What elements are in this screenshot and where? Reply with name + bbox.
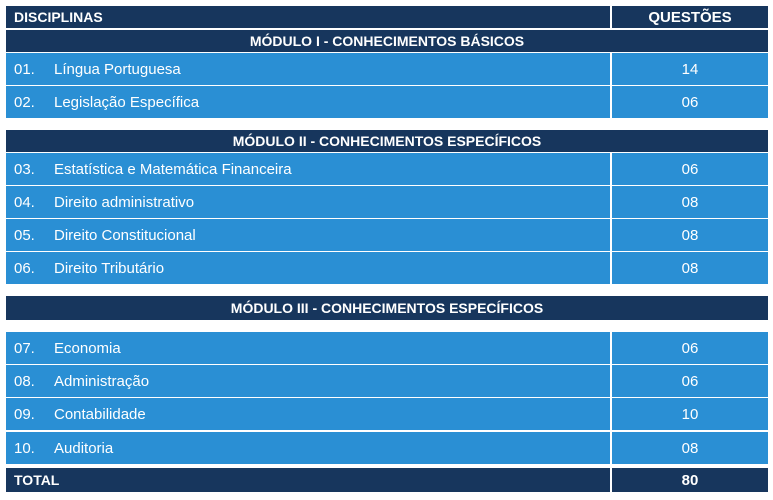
- item-number: 04.: [14, 193, 35, 211]
- table-row: [6, 219, 768, 251]
- item-name: Legislação Específica: [54, 93, 200, 111]
- table-row: [6, 332, 768, 364]
- total-label: TOTAL: [6, 468, 610, 492]
- module-title-row: [6, 130, 768, 152]
- item-number: 01.: [14, 60, 35, 78]
- table-row: [6, 398, 768, 430]
- table-row: [6, 53, 768, 85]
- table-row: [6, 86, 768, 118]
- module-title-row: [6, 296, 768, 320]
- item-name: Estatística e Matemática Financeira: [54, 160, 292, 178]
- module-title: MÓDULO I - CONHECIMENTOS BÁSICOS: [6, 30, 768, 52]
- item-questions: 06: [612, 365, 768, 397]
- table-row: [6, 432, 768, 464]
- item-number: 05.: [14, 226, 35, 244]
- table-row: [6, 153, 768, 185]
- item-questions: 06: [612, 332, 768, 364]
- table-row: [6, 252, 768, 284]
- item-number: 09.: [14, 405, 35, 423]
- item-questions: 08: [612, 432, 768, 464]
- item-number: 06.: [14, 259, 35, 277]
- item-number: 03.: [14, 160, 35, 178]
- item-name: Direito Constitucional: [54, 226, 196, 244]
- item-number: 02.: [14, 93, 35, 111]
- item-questions: 08: [612, 186, 768, 218]
- total-value: 80: [612, 468, 768, 492]
- item-questions: 08: [612, 252, 768, 284]
- item-name: Direito administrativo: [54, 193, 195, 211]
- total-row: [6, 468, 768, 492]
- item-name: Direito Tributário: [54, 259, 165, 277]
- header-questoes: QUESTÕES: [612, 6, 768, 28]
- item-number: 07.: [14, 339, 35, 357]
- item-number: 08.: [14, 372, 35, 390]
- item-name: Administração: [54, 372, 150, 390]
- module-title-row: [6, 30, 768, 52]
- header-disciplinas: DISCIPLINAS: [6, 6, 610, 28]
- item-name: Língua Portuguesa: [54, 60, 181, 78]
- item-name: Economia: [54, 339, 121, 357]
- item-questions: 06: [612, 153, 768, 185]
- item-questions: 06: [612, 86, 768, 118]
- table-row: [6, 365, 768, 397]
- item-name: Auditoria: [54, 439, 114, 457]
- item-questions: 08: [612, 219, 768, 251]
- item-number: 10.: [14, 439, 35, 457]
- module-title: MÓDULO II - CONHECIMENTOS ESPECÍFICOS: [6, 130, 768, 152]
- table-header-row: [6, 6, 768, 28]
- item-questions: 14: [612, 53, 768, 85]
- item-questions: 10: [612, 398, 768, 430]
- item-name: Contabilidade: [54, 405, 146, 423]
- table-row: [6, 186, 768, 218]
- module-title: MÓDULO III - CONHECIMENTOS ESPECÍFICOS: [6, 296, 768, 320]
